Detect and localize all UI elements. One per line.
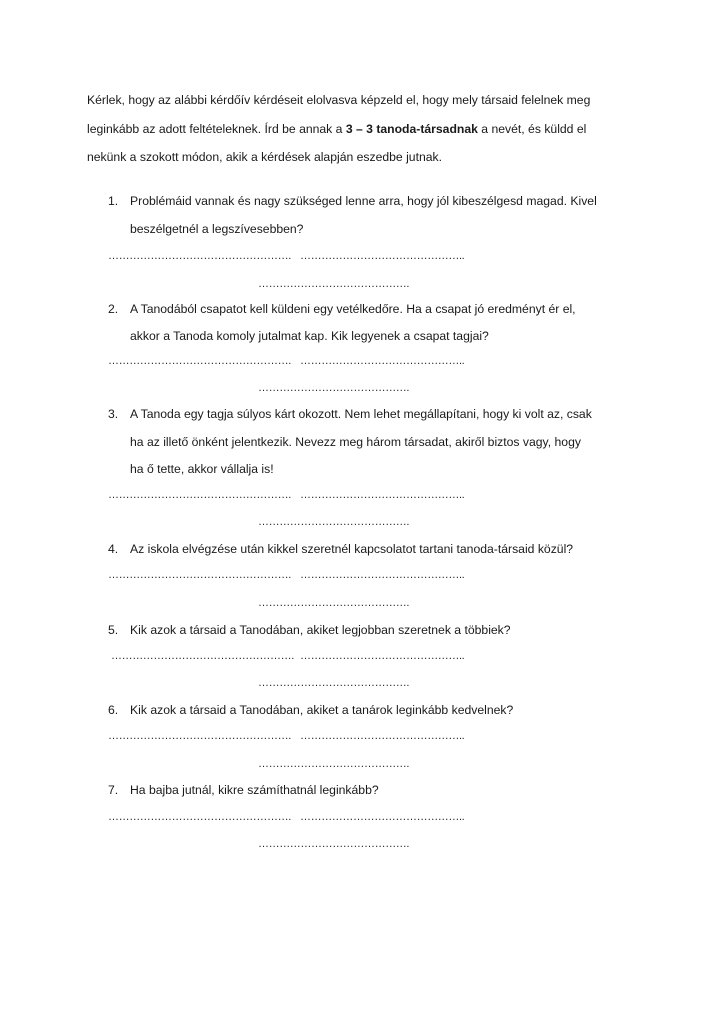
answer-blank-center[interactable]: …………………………………….	[258, 597, 410, 609]
answer-blank-left[interactable]: …………………………………………….	[108, 569, 291, 581]
question-number: 5.	[108, 623, 119, 637]
question-number: 6.	[108, 703, 119, 717]
answer-blank-left[interactable]: …………………………………………….	[108, 355, 291, 367]
question-text-line: A Tanodából csapatot kell küldeni egy vetélkedőre. Ha a csapat jó eredményt ér el,	[130, 302, 576, 316]
answer-blank-right[interactable]: ………………………………………..	[300, 489, 465, 501]
answer-blank-right[interactable]: ………………………………………..	[300, 355, 465, 367]
answer-blank-left[interactable]: …………………………………………….	[108, 250, 291, 262]
answer-blank-right[interactable]: ………………………………………..	[300, 250, 465, 262]
answer-blank-center[interactable]: …………………………………….	[258, 758, 410, 770]
question-text-line: Ha bajba jutnál, kikre számíthatnál leginkább?	[130, 783, 379, 797]
question-text-line: A Tanoda egy tagja súlyos kárt okozott. Nem lehet megállapítani, hogy ki volt az, csak	[130, 407, 592, 421]
intro-line-2	[87, 115, 647, 144]
intro-line-3: nekünk a szokott módon, akik a kérdések alapján eszedbe jutnak.	[87, 150, 443, 164]
question-number: 1.	[108, 194, 119, 208]
question-number: 3.	[108, 407, 119, 421]
answer-blank-left[interactable]: …………………………………………….	[111, 650, 294, 662]
question-text-line: Az iskola elvégzése után kikkel szeretnél kapcsolatot tartani tanoda-társaid közül?	[130, 542, 574, 556]
question-number: 7.	[108, 783, 119, 797]
question-text-line: Kik azok a társaid a Tanodában, akiket legjobban szeretnek a többiek?	[130, 623, 511, 637]
answer-blank-left[interactable]: …………………………………………….	[108, 489, 291, 501]
intro-emphasis: 3 – 3 tanoda-társadnak	[345, 121, 478, 136]
question-number: 4.	[108, 542, 119, 556]
answer-blank-right[interactable]: ………………………………………..	[300, 811, 465, 823]
question-text-line: Kik azok a társaid a Tanodában, akiket a tanárok leginkább kedvelnek?	[130, 703, 514, 717]
question-number: 2.	[108, 302, 119, 316]
question-text-line: akkor a Tanoda komoly jutalmat kap. Kik legyenek a csapat tagjai?	[130, 329, 489, 343]
answer-blank-left[interactable]: …………………………………………….	[108, 730, 291, 742]
answer-blank-left[interactable]: …………………………………………….	[108, 811, 291, 823]
intro-line-2-end: a nevét, és küldd el	[477, 121, 587, 136]
question-text-line: beszélgetnél a legszívesebben?	[130, 222, 304, 236]
intro-paragraph	[87, 86, 647, 172]
answer-blank-center[interactable]: …………………………………….	[258, 516, 410, 528]
answer-blank-center[interactable]: …………………………………….	[258, 278, 410, 290]
answer-blank-right[interactable]: ………………………………………..	[300, 650, 465, 662]
question-text-line: Problémáid vannak és nagy szükséged lenne arra, hogy jól kibeszélgesd magad. Kivel	[130, 194, 597, 208]
question-text-line: ha ő tette, akkor vállalja is!	[130, 462, 274, 476]
answer-blank-center[interactable]: …………………………………….	[258, 838, 410, 850]
answer-blank-right[interactable]: ………………………………………..	[300, 569, 465, 581]
answer-blank-center[interactable]: …………………………………….	[258, 382, 410, 394]
answer-blank-center[interactable]: …………………………………….	[258, 677, 410, 689]
answer-blank-right[interactable]: ………………………………………..	[300, 730, 465, 742]
intro-line-1: Kérlek, hogy az alábbi kérdőív kérdéseit elolvasva képzeld el, hogy mely társaid felelnek meg	[87, 93, 591, 107]
intro-line-2-start: leginkább az adott feltételeknek. Írd be annak a	[87, 121, 346, 136]
question-text-line: ha az illető önként jelentkezik. Nevezz meg három társadat, akiről biztos vagy, hogy	[130, 435, 581, 449]
